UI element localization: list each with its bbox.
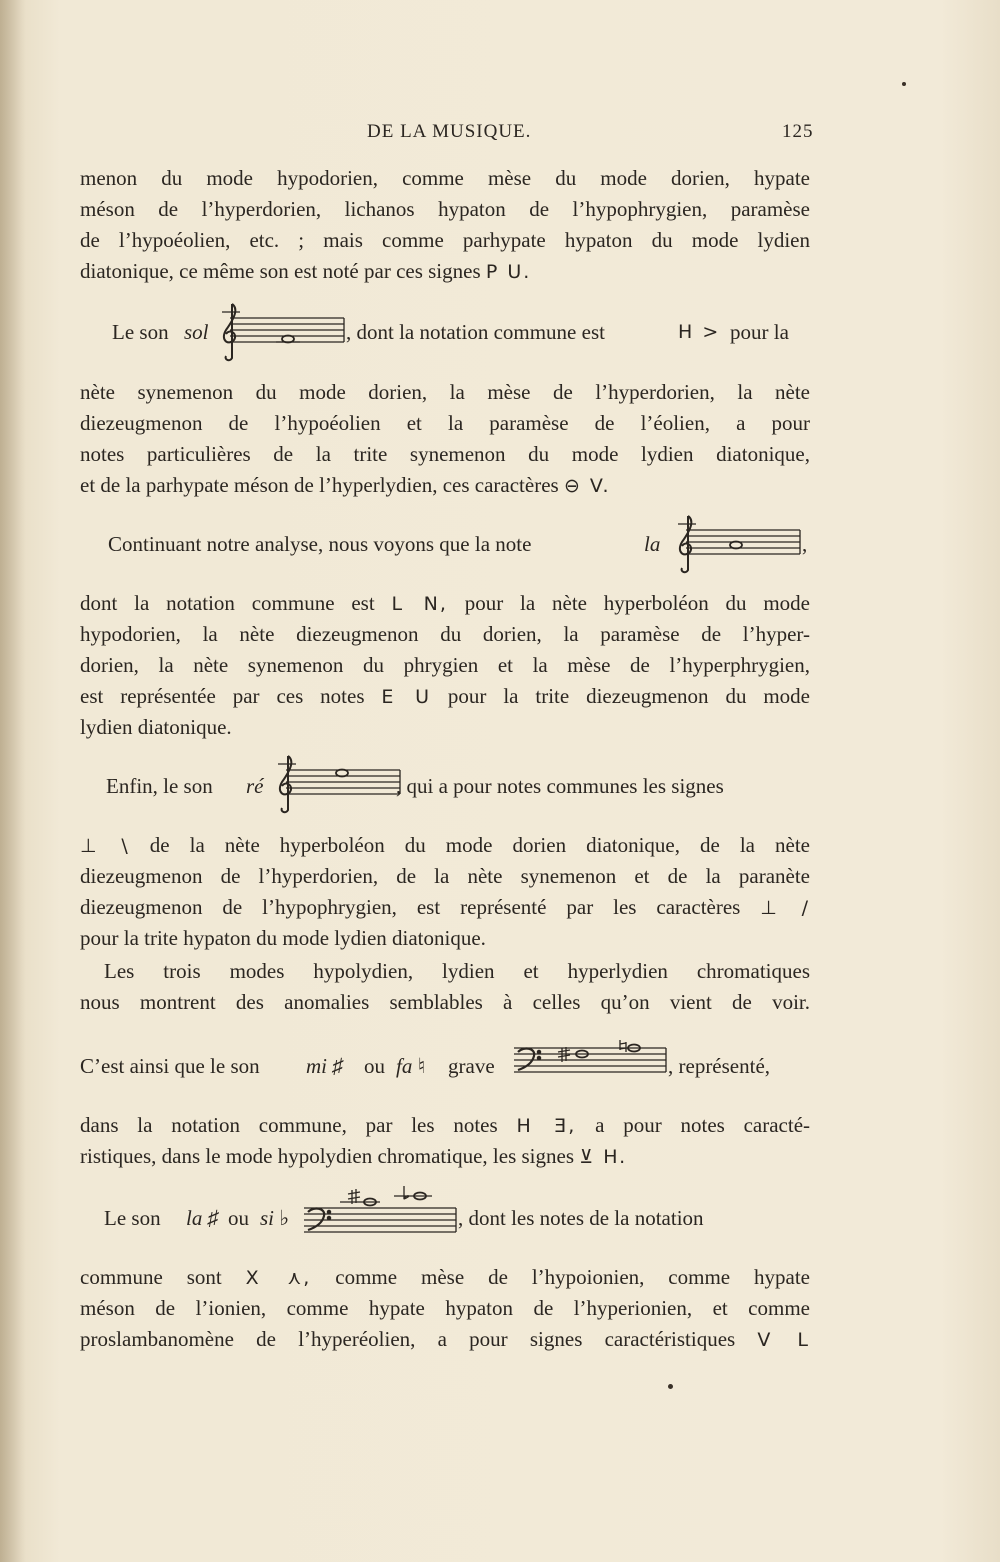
running-header [0, 121, 1000, 151]
text-fragment: pour la trite diezeugmenon du mode [447, 684, 811, 708]
text-fragment: grave [448, 1054, 495, 1078]
text-line: notes particulières de la trite synemenon du mode lydien diatonique, [80, 442, 810, 466]
text-fragment: Le son [112, 320, 169, 344]
text-fragment: diezeugmenon de l’hypophrygien, est représenté par les caractères [80, 895, 741, 919]
text-fragment: , dont les notes de la notation [458, 1206, 704, 1230]
text-fragment: pour la [730, 320, 789, 344]
text-fragment: ou [364, 1054, 385, 1078]
text-fragment: Enfin, le son [106, 774, 213, 798]
text-line: méson de l’ionien, comme hypate hypaton de l’hyperionien, et comme [80, 1296, 810, 1320]
text-line: dorien, la nète synemenon du phrygien et la mèse de l’hyperphrygien, [80, 653, 810, 677]
text-line [80, 1262, 810, 1293]
binding-shadow [0, 0, 26, 1562]
text-line [80, 830, 810, 861]
text-fragment: pour la nète hyperboléon du mode [464, 591, 811, 615]
text-fragment: de la nète hyperboléon du mode dorien diatonique, de la nète [149, 833, 810, 857]
staff-graphic [268, 752, 404, 814]
text-fragment: ristiques, dans le mode hypolydien chromatique, les signes [80, 1144, 574, 1168]
paragraph-7 [80, 1262, 810, 1355]
page-number: 125 [782, 121, 814, 142]
notation-signs: L N, [391, 593, 448, 615]
text-fragment: Le son [104, 1206, 161, 1230]
text-line: menon du mode hypodorien, comme mèse du mode dorien, hypate [80, 166, 810, 190]
note-name: la ♯ [186, 1206, 219, 1230]
notation-signs: ⊻ H. [579, 1146, 628, 1168]
note-name: sol [184, 320, 209, 344]
text-fragment: ou [228, 1206, 249, 1230]
bass-staff-mi [510, 1040, 670, 1084]
text-fragment: est représentée par ces notes [80, 684, 365, 708]
text-fragment: et de la parhypate méson de l’hyperlydien, ces caractères [80, 473, 559, 497]
text-fragment: , [802, 532, 808, 556]
bass-staff-la-sharp [300, 1186, 460, 1240]
paragraph-5 [80, 956, 810, 1018]
text-fragment: C’est ainsi que le son [80, 1054, 260, 1078]
text-fragment: dont la notation commune est [80, 591, 375, 615]
staff-line-mi [80, 1046, 810, 1086]
paragraph-1 [80, 163, 810, 287]
running-title: DE LA MUSIQUE. [367, 121, 532, 142]
text-line: méson de l’hyperdorien, lichanos hypaton de l’hypophrygien, paramèse [80, 197, 810, 221]
staff-graphic [510, 1040, 670, 1084]
staff-graphic [300, 1186, 460, 1240]
text-line: pour la trite hypaton du mode lydien diatonique. [80, 926, 486, 950]
notation-signs: V L [757, 1329, 810, 1351]
note-name: ré [246, 774, 264, 798]
text-fragment: proslambanomène de l’hyperéolien, a pour signes caractéristiques [80, 1327, 736, 1351]
notation-signs: E U [381, 686, 432, 708]
text-line: Les trois modes hypolydien, lydien et hyperlydien chromatiques [104, 959, 810, 983]
ink-speck [668, 1384, 673, 1389]
paragraph-6 [80, 1110, 810, 1172]
notation-signs: P U. [485, 261, 532, 283]
text-fragment: , dont la notation commune est [346, 320, 605, 344]
notation-signs: H > [678, 321, 721, 343]
text-fragment: dans la notation commune, par les notes [80, 1113, 498, 1137]
paragraph-3 [80, 588, 810, 743]
staff-line-re [80, 766, 810, 806]
text-line [80, 256, 810, 287]
text-line [80, 681, 810, 712]
note-name: si ♭ [260, 1206, 290, 1230]
text-line [80, 588, 810, 619]
paragraph-4 [80, 830, 810, 954]
notation-signs: X ⋏, [245, 1267, 312, 1289]
ink-speck [902, 82, 906, 86]
text-line: nous montrent des anomalies semblables à celles qu’on vient de voir. [80, 990, 810, 1014]
note-name: fa ♮ [396, 1054, 426, 1078]
text-fragment: diatonique, ce même son est noté par ces signes [80, 259, 481, 283]
notation-signs: H Ǝ, [516, 1115, 577, 1137]
text-fragment: commune sont [80, 1265, 222, 1289]
text-line [80, 1141, 810, 1172]
text-line [80, 892, 810, 923]
paragraph-2 [80, 377, 810, 501]
treble-staff-la [668, 512, 804, 574]
note-name: mi ♯ [306, 1054, 343, 1078]
note-name: la [644, 532, 661, 556]
notation-signs: ⊖ V. [563, 475, 611, 497]
notation-signs: ⊥ / [760, 897, 810, 919]
text-fragment: a pour notes caracté- [595, 1113, 811, 1137]
text-line [80, 1324, 810, 1355]
staff-line-sol [80, 312, 810, 352]
staff-graphic [668, 512, 804, 574]
text-fragment: , qui a pour notes communes les signes [396, 774, 724, 798]
text-fragment: comme mèse de l’hypoionien, comme hypate [335, 1265, 811, 1289]
text-line: diezeugmenon de l’hyperdorien, de la nète synemenon et de la paranète [80, 864, 810, 888]
text-line: diezeugmenon de l’hypoéolien et la paramèse de l’éolien, a pour [80, 411, 810, 435]
text-fragment: , représenté, [668, 1054, 771, 1078]
text-line: hypodorien, la nète diezeugmenon du dorien, la paramèse de l’hyper- [80, 622, 810, 646]
text-line [80, 470, 810, 501]
text-fragment: Continuant notre analyse, nous voyons que la note [108, 532, 532, 556]
staff-graphic [212, 300, 348, 362]
text-line: nète synemenon du mode dorien, la mèse de l’hyperdorien, la nète [80, 380, 810, 404]
text-line: lydien diatonique. [80, 715, 232, 739]
text-line: de l’hypoéolien, etc. ; mais comme parhypate hypaton du mode lydien [80, 228, 810, 252]
treble-staff-sol [212, 300, 348, 362]
text-line [80, 1110, 810, 1141]
treble-staff-re [268, 752, 404, 814]
notation-signs: ⊥ \ [80, 835, 130, 857]
